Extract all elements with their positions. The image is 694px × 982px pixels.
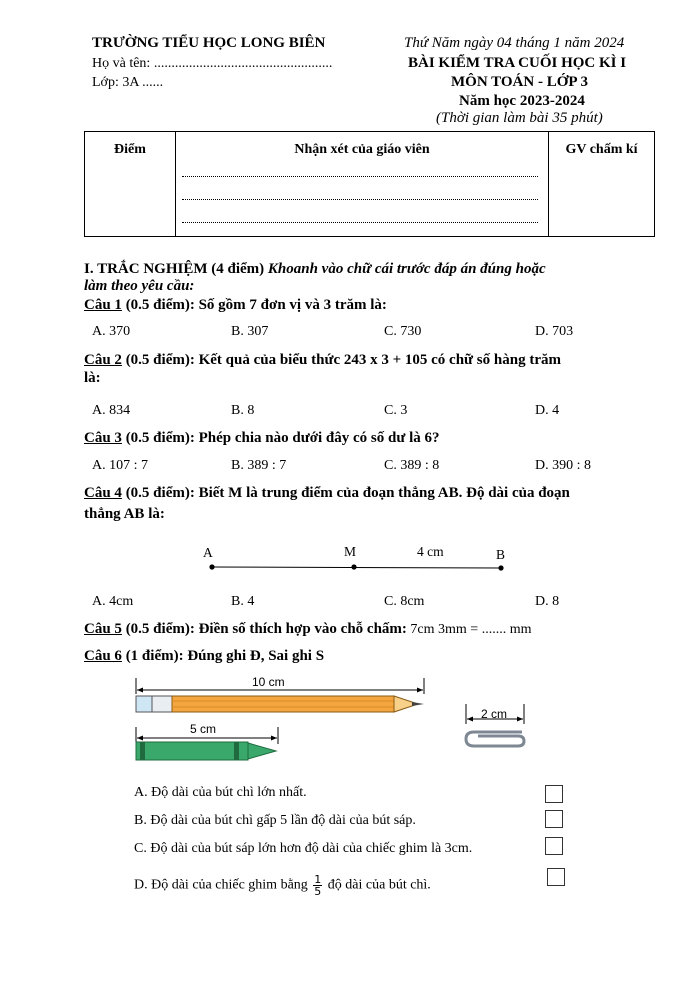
clip-length-label: 2 cm	[481, 707, 508, 721]
q4-option-a[interactable]: A. 4cm	[92, 594, 134, 609]
q2-option-d[interactable]: D. 4	[535, 403, 560, 418]
paper-clip-icon	[466, 732, 524, 746]
crayon-length-label: 5 cm	[190, 722, 217, 736]
pencil-length-label: 10 cm	[252, 675, 285, 689]
label-segment-length: 4 cm	[417, 544, 444, 559]
section-instruction: Khoanh vào chữ cái trước đáp án đúng hoặc	[267, 261, 546, 277]
crayon-body	[136, 742, 248, 760]
q3-option-d[interactable]: D. 390 : 8	[535, 458, 591, 473]
question-text: (0.5 điểm): Kết quả của biểu thức 243 x 3 + 105 có chữ số hàng trăm	[121, 352, 561, 368]
answer-box-a[interactable]	[545, 785, 563, 803]
comment-header: Nhận xét của giáo viên	[294, 142, 430, 157]
question-1	[84, 297, 387, 314]
statement-d-part1: D. Độ dài của chiếc ghim bằng	[134, 877, 308, 893]
question-6	[84, 648, 324, 665]
question-5	[84, 621, 531, 638]
arrow-right-icon	[517, 717, 523, 722]
segment-ab-figure	[195, 538, 525, 588]
q4-option-b[interactable]: B. 4	[231, 594, 255, 609]
student-name-field[interactable]: Họ và tên: ...................................................	[92, 56, 333, 71]
q4-option-c[interactable]: C. 8cm	[384, 594, 425, 609]
crayon-tip	[248, 743, 276, 759]
subject-title: MÔN TOÁN - LỚP 3	[451, 74, 588, 90]
question-label: Câu 3	[84, 430, 122, 446]
score-header: Điểm	[114, 142, 146, 157]
arrow-right-icon	[271, 736, 277, 741]
comment-cell[interactable]	[176, 132, 549, 237]
question-label: Câu 1	[84, 297, 122, 313]
answer-box-b[interactable]	[545, 810, 563, 828]
pencil-ferrule	[152, 696, 172, 712]
label-b: B	[496, 547, 506, 562]
comment-line	[182, 222, 538, 223]
q2-option-c[interactable]: C. 3	[384, 403, 408, 418]
comment-line	[182, 199, 538, 200]
pencil-eraser	[136, 696, 152, 712]
q1-option-c[interactable]: C. 730	[384, 324, 422, 339]
fraction-numerator: 1	[314, 873, 322, 886]
exam-date: Thứ Năm ngày 04 tháng 1 năm 2024	[404, 35, 625, 51]
question-2-cont: là:	[84, 370, 101, 386]
grade-table	[84, 131, 655, 237]
q4-option-d[interactable]: D. 8	[535, 594, 560, 609]
arrow-left-icon	[467, 717, 473, 722]
class-field[interactable]: Lớp: 3A ......	[92, 75, 164, 90]
statement-b: B. Độ dài của bút chì gấp 5 lần độ dài của bút sáp.	[134, 813, 416, 828]
section-heading	[84, 261, 546, 278]
exam-duration: (Thời gian làm bài 35 phút)	[436, 110, 603, 126]
answer-box-d[interactable]	[547, 868, 565, 886]
pencil-body	[172, 696, 394, 712]
school-year: Năm học 2023-2024	[459, 93, 585, 109]
section-instruction-cont: làm theo yêu cầu:	[84, 278, 195, 294]
comment-line	[182, 176, 538, 177]
question-text: (0.5 điểm): Điền số thích hợp vào chỗ chấm:	[121, 621, 407, 637]
question-3	[84, 430, 440, 447]
question-2	[84, 352, 561, 369]
question-label: Câu 5	[84, 621, 122, 637]
fraction	[313, 874, 322, 897]
score-cell[interactable]	[85, 132, 176, 237]
q1-option-b[interactable]: B. 307	[231, 324, 269, 339]
signature-header: GV chấm kí	[565, 142, 638, 157]
question-label: Câu 4	[84, 485, 122, 501]
question-text: (0.5 điểm): Phép chia nào dưới đây có số dư là 6?	[121, 430, 440, 446]
crayon-stripe	[234, 742, 239, 760]
question-text: (0.5 điểm): Số gồm 7 đơn vị và 3 trăm là:	[121, 297, 387, 313]
point-a	[209, 564, 214, 569]
arrow-right-icon	[417, 688, 423, 693]
crayon-stripe	[140, 742, 145, 760]
q3-option-c[interactable]: C. 389 : 8	[384, 458, 440, 473]
crayon-icon	[136, 742, 276, 760]
question-4	[84, 485, 570, 502]
question-text: (0.5 điểm): Biết M là trung điểm của đoạn thẳng AB. Độ dài của đoạn	[121, 485, 570, 501]
q1-option-d[interactable]: D. 703	[535, 324, 574, 339]
exam-title: BÀI KIỂM TRA CUỐI HỌC KÌ I	[408, 55, 627, 71]
q2-option-b[interactable]: B. 8	[231, 403, 255, 418]
statement-c: C. Độ dài của bút sáp lớn hơn độ dài của chiếc ghim là 3cm.	[134, 841, 473, 856]
question-label: Câu 2	[84, 352, 122, 368]
school-name: TRƯỜNG TIỂU HỌC LONG BIÊN	[92, 35, 326, 51]
pencil-icon	[136, 696, 424, 712]
answer-box-c[interactable]	[545, 837, 563, 855]
arrow-left-icon	[137, 736, 143, 741]
fraction-denominator: 5	[314, 885, 322, 898]
question-text: (1 điểm): Đúng ghi Đ, Sai ghi S	[121, 648, 325, 664]
question-4-cont: thẳng AB là:	[84, 506, 165, 522]
clip-wire	[466, 732, 524, 746]
label-a: A	[203, 545, 213, 560]
point-m	[351, 564, 356, 569]
question-label: Câu 6	[84, 648, 122, 664]
signature-cell[interactable]	[549, 132, 655, 237]
arrow-left-icon	[137, 688, 143, 693]
q3-option-b[interactable]: B. 389 : 7	[231, 458, 287, 473]
label-m: M	[344, 544, 357, 559]
q2-option-a[interactable]: A. 834	[92, 403, 131, 418]
point-b	[498, 565, 503, 570]
q1-option-a[interactable]: A. 370	[92, 324, 131, 339]
statement-a: A. Độ dài của bút chì lớn nhất.	[134, 785, 307, 800]
section-title: I. TRẮC NGHIỆM (4 điểm)	[84, 261, 265, 277]
statement-d-part2: độ dài của bút chì.	[327, 877, 431, 893]
statement-d	[134, 874, 431, 897]
q5-answer-field[interactable]: 7cm 3mm = ....... mm	[406, 622, 532, 637]
pencil-lead	[412, 702, 424, 706]
q3-option-a[interactable]: A. 107 : 7	[92, 458, 148, 473]
